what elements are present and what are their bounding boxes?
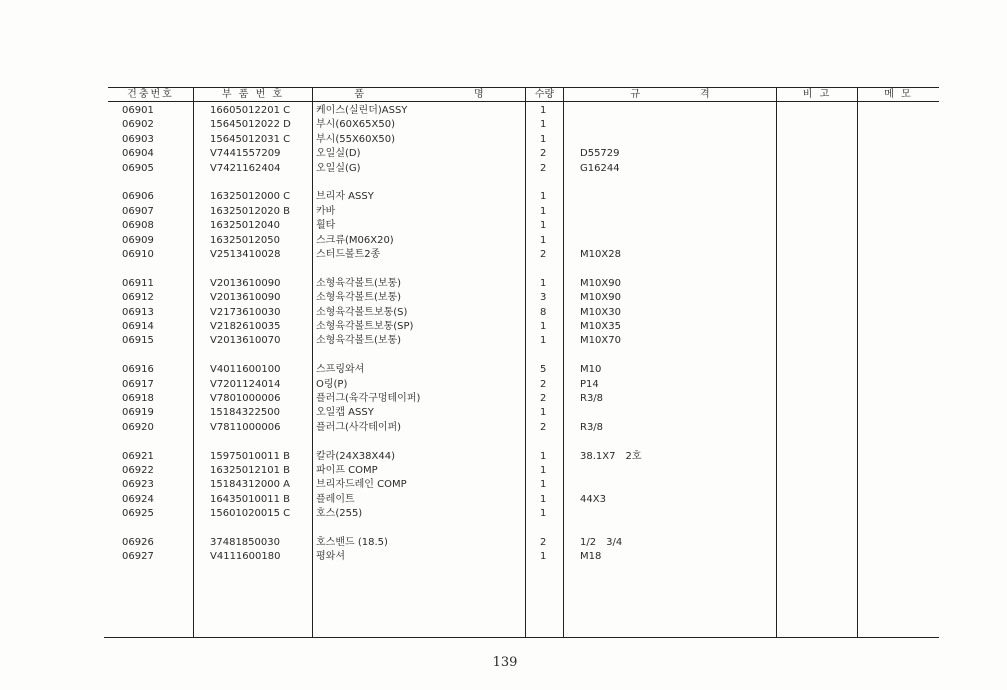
part-name: 칼라(24X38X44)	[316, 450, 395, 462]
quantity: 1	[540, 220, 547, 232]
quantity: 1	[540, 479, 547, 491]
specification: D55729	[580, 148, 620, 160]
item-number: 06913	[122, 306, 154, 318]
table-row	[0, 392, 1007, 406]
table-row	[0, 334, 1007, 348]
quantity: 1	[540, 277, 547, 289]
table-row	[0, 450, 1007, 464]
quantity: 2	[540, 148, 547, 160]
header-no: 건충번호	[127, 89, 174, 100]
item-number: 06910	[122, 249, 154, 260]
table-bottom-rule	[104, 637, 939, 638]
part-name: 오일실(G)	[316, 162, 361, 174]
table-row	[0, 205, 1007, 219]
header-note: 비 고	[802, 89, 832, 100]
part-name: 케이스(실린더)ASSY	[316, 105, 408, 116]
header-part-name: 품 명	[354, 89, 484, 100]
item-number: 06912	[122, 292, 154, 304]
item-number: 06919	[122, 407, 154, 419]
part-name: 오일캡 ASSY	[316, 407, 374, 419]
item-number: 06903	[122, 133, 154, 145]
part-name: 브리자 ASSY	[316, 191, 374, 203]
table-row	[0, 378, 1007, 392]
quantity: 1	[540, 119, 547, 131]
item-number: 06907	[122, 205, 154, 217]
table-row	[0, 162, 1007, 176]
part-number: V7421162404	[210, 162, 281, 174]
item-number: 06901	[122, 105, 154, 116]
item-number: 06916	[122, 364, 154, 376]
item-number: 06922	[122, 465, 154, 476]
specification: M10X70	[580, 335, 621, 347]
part-number: 37481850030	[210, 537, 280, 548]
quantity: 1	[540, 205, 547, 217]
specification: G16244	[580, 162, 620, 174]
quantity: 1	[540, 493, 547, 505]
table-row	[0, 320, 1007, 334]
header-quantity: 수량	[534, 89, 555, 100]
part-number: 16325012101 B	[210, 465, 291, 476]
specification: 44X3	[580, 493, 606, 505]
item-number: 06902	[122, 119, 154, 131]
part-name: 플러그(사각테이퍼)	[316, 421, 402, 433]
quantity: 1	[540, 407, 547, 419]
part-name: 소형육각볼트(보통)	[316, 335, 402, 347]
specification: R3/8	[580, 393, 604, 404]
item-number: 06917	[122, 378, 154, 390]
part-name: 스터드볼트2종	[316, 249, 381, 260]
part-number: V2173610030	[210, 306, 281, 318]
specification: M10X90	[580, 292, 621, 304]
part-number: V2013610090	[210, 292, 281, 304]
part-name: 소형육각볼트(보통)	[316, 277, 402, 289]
item-number: 06925	[122, 508, 154, 520]
part-number: 16605012201 C	[210, 105, 291, 116]
part-name: 오일실(D)	[316, 148, 361, 160]
item-number: 06918	[122, 393, 154, 404]
table-row	[0, 478, 1007, 492]
quantity: 2	[540, 249, 547, 260]
quantity: 1	[540, 551, 547, 563]
part-name: 스크류(M06X20)	[316, 234, 394, 246]
part-number: V2182610035	[210, 321, 281, 332]
table-row	[0, 363, 1007, 377]
table-row	[0, 536, 1007, 550]
header-spec: 규 격	[630, 89, 710, 100]
quantity: 2	[540, 378, 547, 390]
table-row	[0, 406, 1007, 420]
item-number: 06927	[122, 551, 154, 563]
part-number: V2013610070	[210, 335, 281, 347]
part-number: V7201124014	[210, 378, 281, 390]
item-number: 06920	[122, 421, 154, 433]
table-row	[0, 277, 1007, 291]
specification: R3/8	[580, 421, 604, 433]
item-number: 06923	[122, 479, 154, 491]
part-number: V2013610090	[210, 277, 281, 289]
item-number: 06911	[122, 277, 154, 289]
part-number: 15184312000 A	[210, 479, 291, 491]
quantity: 2	[540, 162, 547, 174]
item-number: 06904	[122, 148, 154, 160]
table-row	[0, 234, 1007, 248]
part-number: 16325012050	[210, 234, 280, 246]
quantity: 3	[540, 292, 547, 304]
part-name: 파이프 COMP	[316, 465, 378, 476]
part-number: 15975010011 B	[210, 450, 291, 462]
quantity: 1	[540, 508, 547, 520]
part-number: 16325012020 B	[210, 205, 291, 217]
table-row	[0, 133, 1007, 147]
header-memo: 메 모	[884, 89, 913, 100]
specification: M10X35	[580, 321, 621, 332]
quantity: 1	[540, 133, 547, 145]
table-row	[0, 104, 1007, 118]
part-name: 휠타	[316, 220, 336, 232]
item-number: 06906	[122, 191, 154, 203]
quantity: 8	[540, 306, 547, 318]
quantity: 5	[540, 364, 547, 376]
quantity: 1	[540, 234, 547, 246]
quantity: 2	[540, 421, 547, 433]
part-number: 16325012040	[210, 220, 280, 232]
part-name: 플레이트	[316, 493, 355, 505]
part-number: V7441557209	[210, 148, 281, 160]
part-name: 부시(60X65X50)	[316, 119, 395, 131]
specification: 38.1X7 2호	[580, 450, 642, 462]
table-row	[0, 464, 1007, 478]
part-number: V4011600100	[210, 364, 281, 376]
part-number: 15184322500	[210, 407, 280, 419]
table-row	[0, 291, 1007, 305]
specification: P14	[580, 378, 599, 390]
item-number: 06926	[122, 537, 154, 548]
part-number: 15645012022 D	[210, 119, 291, 131]
table-row	[0, 306, 1007, 320]
table-row	[0, 219, 1007, 233]
part-number: V7801000006	[210, 393, 281, 404]
part-name: 소형육각볼트(보통)	[316, 292, 402, 304]
quantity: 1	[540, 450, 547, 462]
quantity: 1	[540, 191, 547, 203]
part-name: 플러그(육각구멍테이퍼)	[316, 393, 421, 404]
quantity: 1	[540, 465, 547, 476]
specification: 1/2 3/4	[580, 537, 623, 548]
part-name: O링(P)	[316, 378, 348, 390]
specification: M10X28	[580, 249, 621, 260]
item-number: 06905	[122, 162, 154, 174]
table-row	[0, 550, 1007, 564]
part-number: V2513410028	[210, 249, 281, 260]
part-number: 15645012031 C	[210, 133, 291, 145]
header-part-number: 부 품 번 호	[221, 89, 285, 100]
part-name: 소형육각볼트보통(SP)	[316, 321, 414, 332]
table-row	[0, 421, 1007, 435]
part-name: 호스밴드 (18.5)	[316, 537, 388, 548]
specification: M10X30	[580, 306, 621, 318]
part-name: 브리자드레인 COMP	[316, 479, 407, 491]
page-number: 139	[492, 655, 518, 670]
item-number: 06921	[122, 450, 154, 462]
part-number: 16325012000 C	[210, 191, 291, 203]
item-number: 06909	[122, 234, 154, 246]
quantity: 1	[540, 321, 547, 332]
part-number: V7811000006	[210, 421, 281, 433]
part-name: 카바	[316, 205, 336, 217]
quantity: 1	[540, 335, 547, 347]
specification: M10X90	[580, 277, 621, 289]
quantity: 1	[540, 105, 547, 116]
quantity: 2	[540, 537, 547, 548]
table-row	[0, 118, 1007, 132]
part-name: 소형육각볼트보통(S)	[316, 306, 408, 318]
table-row	[0, 190, 1007, 204]
item-number: 06908	[122, 220, 154, 232]
item-number: 06914	[122, 321, 154, 332]
part-number: 15601020015 C	[210, 508, 291, 520]
quantity: 2	[540, 393, 547, 404]
part-number: 16435010011 B	[210, 493, 291, 505]
part-name: 부시(55X60X50)	[316, 133, 395, 145]
item-number: 06915	[122, 335, 154, 347]
part-name: 스프링와셔	[316, 364, 365, 376]
table-row	[0, 507, 1007, 521]
specification: M18	[580, 551, 602, 563]
table-row	[0, 147, 1007, 161]
item-number: 06924	[122, 493, 154, 505]
specification: M10	[580, 364, 602, 376]
table-row	[0, 493, 1007, 507]
part-name: 호스(255)	[316, 508, 363, 520]
table-row	[0, 248, 1007, 262]
part-number: V4111600180	[210, 551, 281, 563]
part-name: 평와셔	[316, 551, 345, 563]
